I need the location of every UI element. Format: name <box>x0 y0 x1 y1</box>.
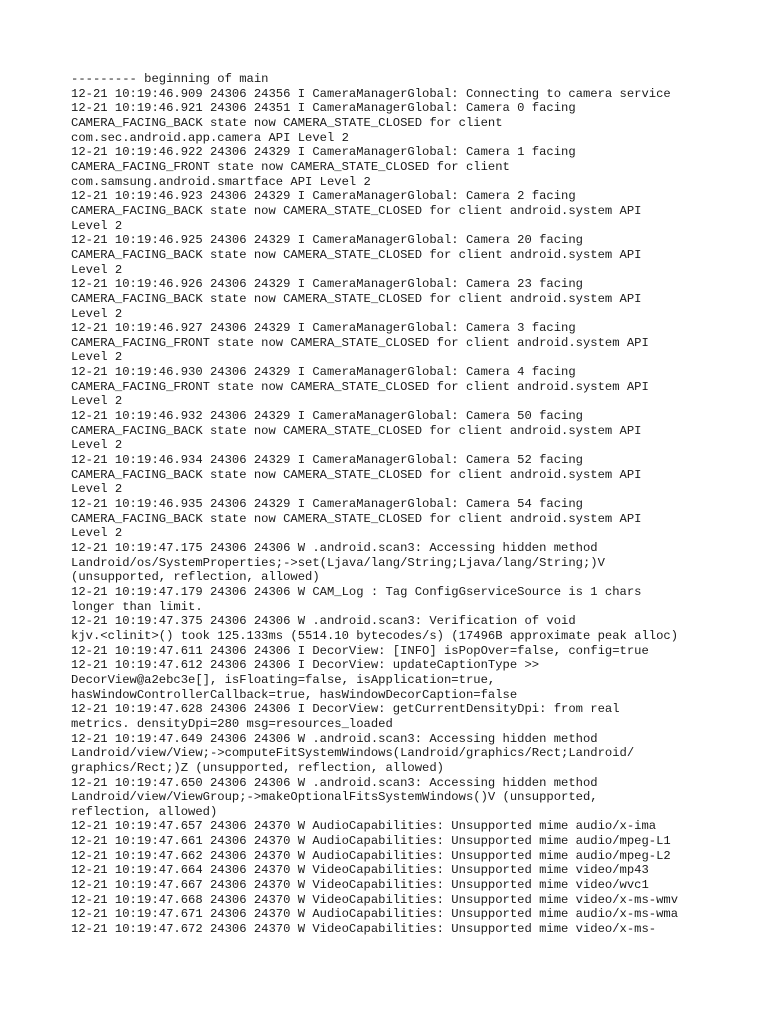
log-line: CAMERA_FACING_BACK state now CAMERA_STATE_CLOSED for client android.system API <box>71 291 642 306</box>
log-line: 12-21 10:19:47.671 24306 24370 W AudioCapabilities: Unsupported mime audio/x-ms-wma <box>71 907 679 922</box>
log-line: 12-21 10:19:46.923 24306 24329 I CameraManagerGlobal: Camera 2 facing <box>71 189 576 204</box>
log-line: 12-21 10:19:47.661 24306 24370 W AudioCapabilities: Unsupported mime audio/mpeg-L1 <box>71 834 671 849</box>
log-line: 12-21 10:19:46.921 24306 24351 I CameraManagerGlobal: Camera 0 facing <box>71 101 576 116</box>
log-line: com.sec.android.app.camera API Level 2 <box>71 130 349 145</box>
log-header-line: --------- beginning of main <box>71 72 269 86</box>
log-line: 12-21 10:19:47.375 24306 24306 W .android.scan3: Verification of void <box>71 614 576 629</box>
log-line: CAMERA_FACING_BACK state now CAMERA_STATE_CLOSED for client android.system API <box>71 203 642 218</box>
log-line: Level 2 <box>71 262 123 277</box>
log-line: 12-21 10:19:46.909 24306 24356 I CameraManagerGlobal: Connecting to camera service <box>71 86 671 101</box>
log-line: CAMERA_FACING_BACK state now CAMERA_STATE_CLOSED for client android.system API <box>71 467 642 482</box>
log-line: Level 2 <box>71 218 123 233</box>
log-line: Landroid/os/SystemProperties;->set(Ljava/lang/String;Ljava/lang/String;)V <box>71 555 605 570</box>
log-line: Level 2 <box>71 438 123 453</box>
log-line: CAMERA_FACING_FRONT state now CAMERA_STATE_CLOSED for client android.system API <box>71 379 649 394</box>
log-line: CAMERA_FACING_BACK state now CAMERA_STATE_CLOSED for client <box>71 115 503 130</box>
log-line: 12-21 10:19:46.934 24306 24329 I CameraManagerGlobal: Camera 52 facing <box>71 453 583 468</box>
log-line: Landroid/view/View;->computeFitSystemWindows(Landroid/graphics/Rect;Landroid/ <box>71 746 635 761</box>
log-line: Level 2 <box>71 526 123 541</box>
log-line: 12-21 10:19:46.925 24306 24329 I CameraManagerGlobal: Camera 20 facing <box>71 233 583 248</box>
log-line: Level 2 <box>71 394 123 409</box>
log-line: 12-21 10:19:47.612 24306 24306 I DecorView: updateCaptionType >> <box>71 658 540 673</box>
log-line: CAMERA_FACING_BACK state now CAMERA_STATE_CLOSED for client android.system API <box>71 423 642 438</box>
log-line: 12-21 10:19:46.926 24306 24329 I CameraManagerGlobal: Camera 23 facing <box>71 277 583 292</box>
log-line: CAMERA_FACING_FRONT state now CAMERA_STATE_CLOSED for client <box>71 159 510 174</box>
log-line: DecorView@a2ebc3e[], isFloating=false, isApplication=true, <box>71 672 496 687</box>
log-line: com.samsung.android.smartface API Level 2 <box>71 174 371 189</box>
log-line: longer than limit. <box>71 599 203 614</box>
log-line: 12-21 10:19:47.175 24306 24306 W .android.scan3: Accessing hidden method <box>71 541 598 555</box>
log-line: Landroid/view/ViewGroup;->makeOptionalFitsSystemWindows()V (unsupported, <box>71 790 598 805</box>
log-line: 12-21 10:19:47.664 24306 24370 W VideoCapabilities: Unsupported mime video/mp43 <box>71 863 649 878</box>
log-line: 12-21 10:19:47.667 24306 24370 W VideoCapabilities: Unsupported mime video/wvc1 <box>71 878 649 893</box>
log-line: kjv.<clinit>() took 125.133ms (5514.10 bytecodes/s) (17496B approximate peak alloc) <box>71 628 679 643</box>
log-document <box>71 72 711 937</box>
log-line: CAMERA_FACING_BACK state now CAMERA_STATE_CLOSED for client android.system API <box>71 247 642 262</box>
log-line: 12-21 10:19:47.662 24306 24370 W AudioCapabilities: Unsupported mime audio/mpeg-L2 <box>71 848 671 863</box>
log-line: 12-21 10:19:46.922 24306 24329 I CameraManagerGlobal: Camera 1 facing <box>71 145 576 160</box>
log-line: CAMERA_FACING_FRONT state now CAMERA_STATE_CLOSED for client android.system API <box>71 335 649 350</box>
log-line: Level 2 <box>71 350 123 365</box>
log-line: 12-21 10:19:46.935 24306 24329 I CameraManagerGlobal: Camera 54 facing <box>71 497 583 512</box>
log-line: reflection, allowed) <box>71 804 218 819</box>
log-line: 12-21 10:19:47.657 24306 24370 W AudioCapabilities: Unsupported mime audio/x-ima <box>71 819 657 834</box>
log-line: 12-21 10:19:47.628 24306 24306 I DecorView: getCurrentDensityDpi: from real <box>71 702 620 717</box>
log-line: 12-21 10:19:46.927 24306 24329 I CameraManagerGlobal: Camera 3 facing <box>71 321 576 336</box>
log-line: 12-21 10:19:47.672 24306 24370 W VideoCapabilities: Unsupported mime video/x-ms- <box>71 922 657 937</box>
log-line: hasWindowControllerCallback=true, hasWindowDecorCaption=false <box>71 687 518 702</box>
log-line: 12-21 10:19:47.179 24306 24306 W CAM_Log : Tag ConfigGserviceSource is 1 chars <box>71 584 642 599</box>
log-line: Level 2 <box>71 482 123 497</box>
log-line: metrics. densityDpi=280 msg=resources_loaded <box>71 716 393 731</box>
log-line: 12-21 10:19:46.930 24306 24329 I CameraManagerGlobal: Camera 4 facing <box>71 365 576 380</box>
log-line: 12-21 10:19:46.932 24306 24329 I CameraManagerGlobal: Camera 50 facing <box>71 409 583 424</box>
log-line: (unsupported, reflection, allowed) <box>71 570 320 585</box>
log-line: CAMERA_FACING_BACK state now CAMERA_STATE_CLOSED for client android.system API <box>71 511 642 526</box>
log-line: 12-21 10:19:47.668 24306 24370 W VideoCapabilities: Unsupported mime video/x-ms-wmv <box>71 892 679 907</box>
log-line: Level 2 <box>71 306 123 321</box>
log-line: graphics/Rect;)Z (unsupported, reflection, allowed) <box>71 760 444 775</box>
log-line: 12-21 10:19:47.611 24306 24306 I DecorView: [INFO] isPopOver=false, config=true <box>71 643 649 658</box>
log-line: 12-21 10:19:47.650 24306 24306 W .android.scan3: Accessing hidden method <box>71 775 598 790</box>
log-line: 12-21 10:19:47.649 24306 24306 W .android.scan3: Accessing hidden method <box>71 731 598 746</box>
